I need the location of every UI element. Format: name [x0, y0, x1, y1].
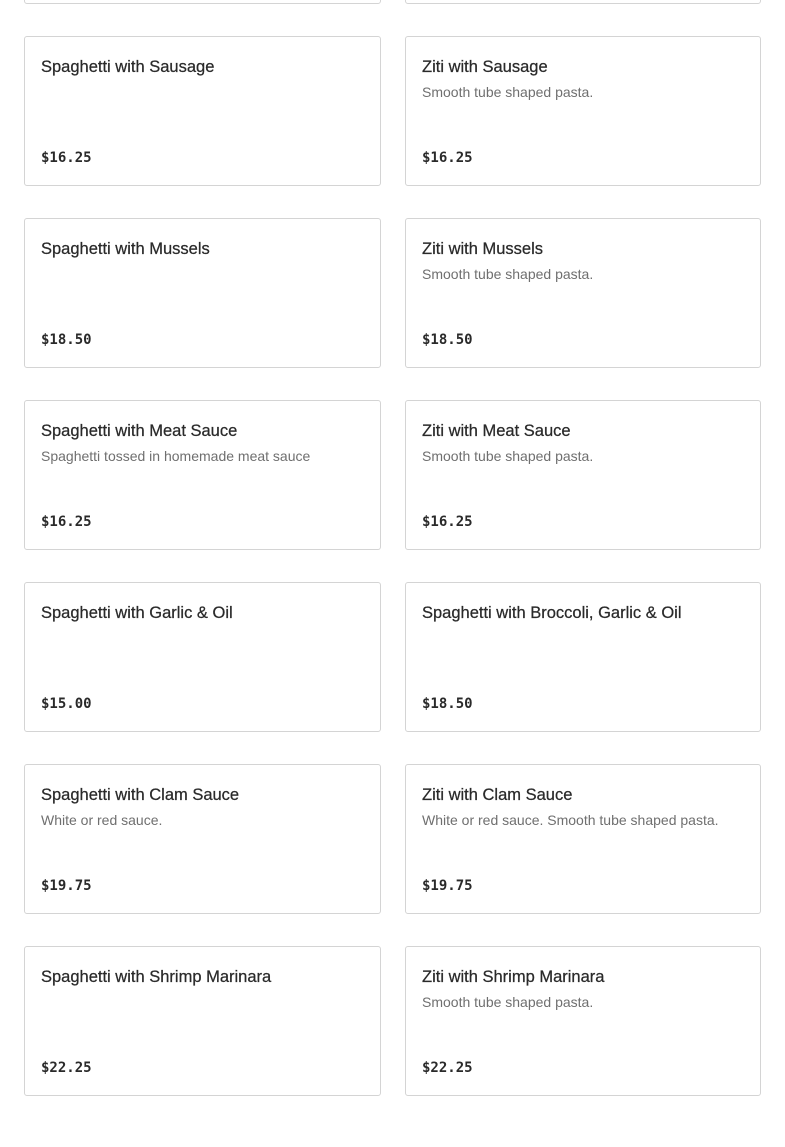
menu-item-card[interactable]	[405, 400, 761, 550]
item-price: $18.50	[41, 332, 92, 348]
item-name: Ziti with Sausage	[422, 58, 548, 76]
item-name: Spaghetti with Sausage	[41, 58, 215, 76]
menu-item-card[interactable]	[24, 0, 381, 4]
item-description: Smooth tube shaped pasta.	[422, 266, 594, 282]
item-description: White or red sauce. Smooth tube shaped pasta.	[422, 812, 719, 828]
item-description: Spaghetti tossed in homemade meat sauce	[41, 448, 311, 464]
item-price: $16.25	[41, 514, 92, 530]
menu-item-card[interactable]	[24, 218, 381, 368]
item-name: Ziti with Shrimp Marinara	[422, 968, 605, 986]
item-name: Ziti with Clam Sauce	[422, 786, 573, 804]
menu-item-card[interactable]	[405, 36, 761, 186]
item-price: $16.25	[422, 514, 473, 530]
menu-item-card[interactable]	[24, 764, 381, 914]
item-description: Smooth tube shaped pasta.	[422, 448, 594, 464]
item-price: $22.25	[422, 1060, 473, 1076]
item-price: $15.00	[41, 696, 92, 712]
item-name: Spaghetti with Clam Sauce	[41, 786, 240, 804]
item-description: White or red sauce.	[41, 812, 163, 828]
item-name: Spaghetti with Broccoli, Garlic & Oil	[422, 604, 682, 622]
menu-item-card[interactable]	[24, 582, 381, 732]
item-name: Spaghetti with Mussels	[41, 240, 210, 258]
menu-item-card[interactable]	[405, 0, 761, 4]
menu-item-card[interactable]	[24, 946, 381, 1096]
item-price: $16.25	[422, 150, 473, 166]
menu-item-card[interactable]	[24, 36, 381, 186]
menu-item-card[interactable]	[24, 400, 381, 550]
item-price: $18.50	[422, 332, 473, 348]
menu-item-card[interactable]	[405, 582, 761, 732]
item-description: Smooth tube shaped pasta.	[422, 84, 594, 100]
item-name: Spaghetti with Garlic & Oil	[41, 604, 233, 622]
item-price: $16.25	[41, 150, 92, 166]
item-name: Spaghetti with Shrimp Marinara	[41, 968, 272, 986]
menu-item-card[interactable]	[405, 218, 761, 368]
item-price: $19.75	[41, 878, 92, 894]
item-price: $19.75	[422, 878, 473, 894]
item-name: Ziti with Mussels	[422, 240, 544, 258]
item-name: Ziti with Meat Sauce	[422, 422, 571, 440]
item-price: $22.25	[41, 1060, 92, 1076]
menu-items-grid	[24, 0, 761, 1096]
menu-item-card[interactable]	[405, 946, 761, 1096]
item-price: $18.50	[422, 696, 473, 712]
menu-item-card[interactable]	[405, 764, 761, 914]
item-description: Smooth tube shaped pasta.	[422, 994, 594, 1010]
item-name: Spaghetti with Meat Sauce	[41, 422, 238, 440]
